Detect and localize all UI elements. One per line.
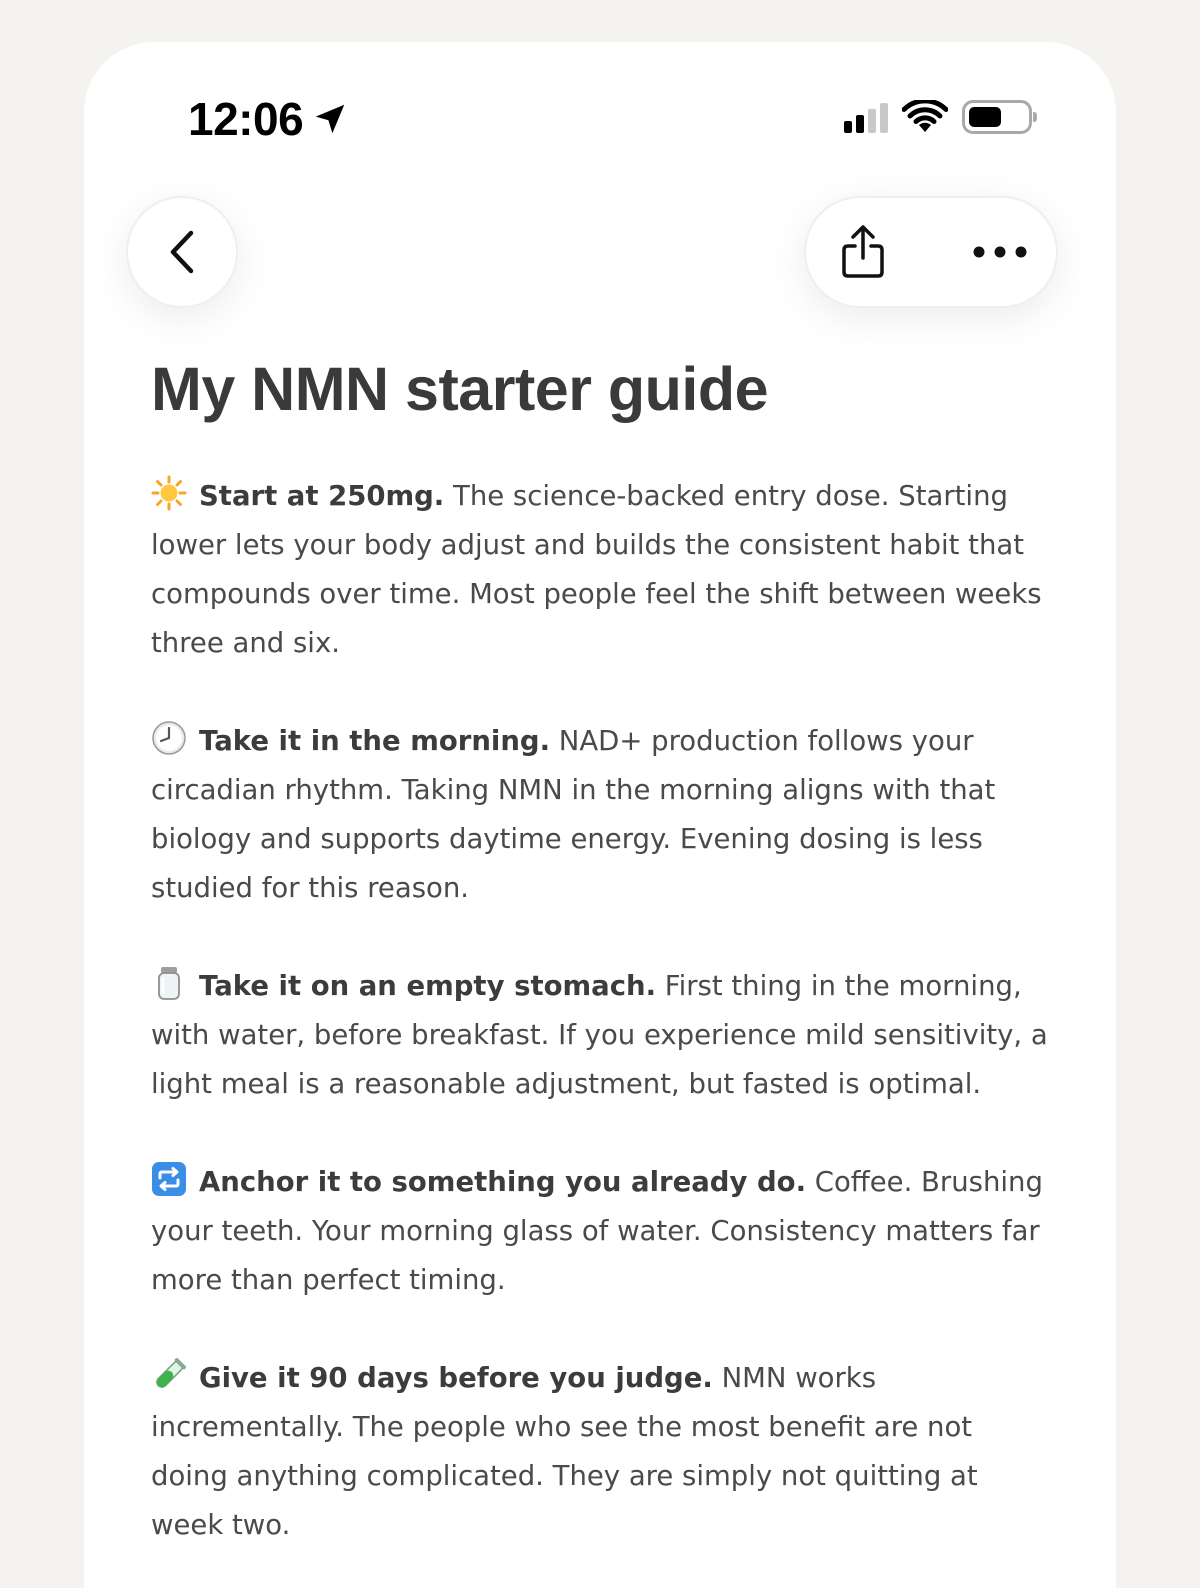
guide-section	[151, 717, 1051, 913]
section-heading: Take it in the morning.	[199, 725, 551, 757]
section-heading: Take it on an empty stomach.	[199, 970, 657, 1002]
clock-icon	[151, 720, 187, 756]
section-body: NAD+ production follows your circadian rhythm. Taking NMN in the morning aligns with that biology and supports daytime energy. Evening dosing is less studied for this reason.	[151, 725, 996, 904]
chevron-left-icon	[165, 229, 199, 275]
share-icon	[840, 224, 886, 280]
actions-pill	[804, 196, 1058, 308]
guide-content	[151, 472, 1051, 1588]
guide-section	[151, 1158, 1051, 1305]
location-arrow-icon	[311, 100, 349, 138]
jar-icon	[151, 965, 187, 1001]
section-heading: Start at 250mg.	[199, 480, 445, 512]
back-button[interactable]	[126, 196, 238, 308]
section-heading: Give it 90 days before you judge.	[199, 1362, 713, 1394]
section-body: Coffee. Brushing your teeth. Your morning glass of water. Consistency matters far more than perfect timing.	[151, 1166, 1043, 1296]
status-indicators	[844, 100, 1032, 134]
more-button[interactable]	[972, 245, 1028, 259]
phone-screen	[84, 42, 1116, 1588]
wifi-icon	[902, 100, 948, 134]
section-body: NMN works incrementally. The people who see the most benefit are not doing anything complicated. They are simply not quitting at week two.	[151, 1362, 978, 1541]
section-body: The science-backed entry dose. Starting lower lets your body adjust and builds the consistent habit that compounds over time. Most people feel the shift between weeks three and six.	[151, 480, 1042, 659]
status-time-text: 12:06	[188, 93, 304, 145]
guide-section	[151, 962, 1051, 1109]
ellipsis-icon	[972, 245, 1028, 259]
share-button[interactable]	[840, 224, 886, 280]
guide-section	[151, 1354, 1051, 1550]
status-time	[188, 92, 349, 146]
cellular-signal-icon	[844, 101, 888, 133]
sun-icon	[151, 475, 187, 511]
repeat-icon	[151, 1161, 187, 1197]
battery-icon	[962, 100, 1032, 134]
section-heading: Anchor it to something you already do.	[199, 1166, 807, 1198]
page-title: My NMN starter guide	[151, 355, 769, 423]
guide-section	[151, 472, 1051, 668]
section-body: First thing in the morning, with water, before breakfast. If you experience mild sensitivity, a light meal is a reasonable adjustment, but fasted is optimal.	[151, 970, 1048, 1100]
test-tube-icon	[151, 1357, 187, 1393]
